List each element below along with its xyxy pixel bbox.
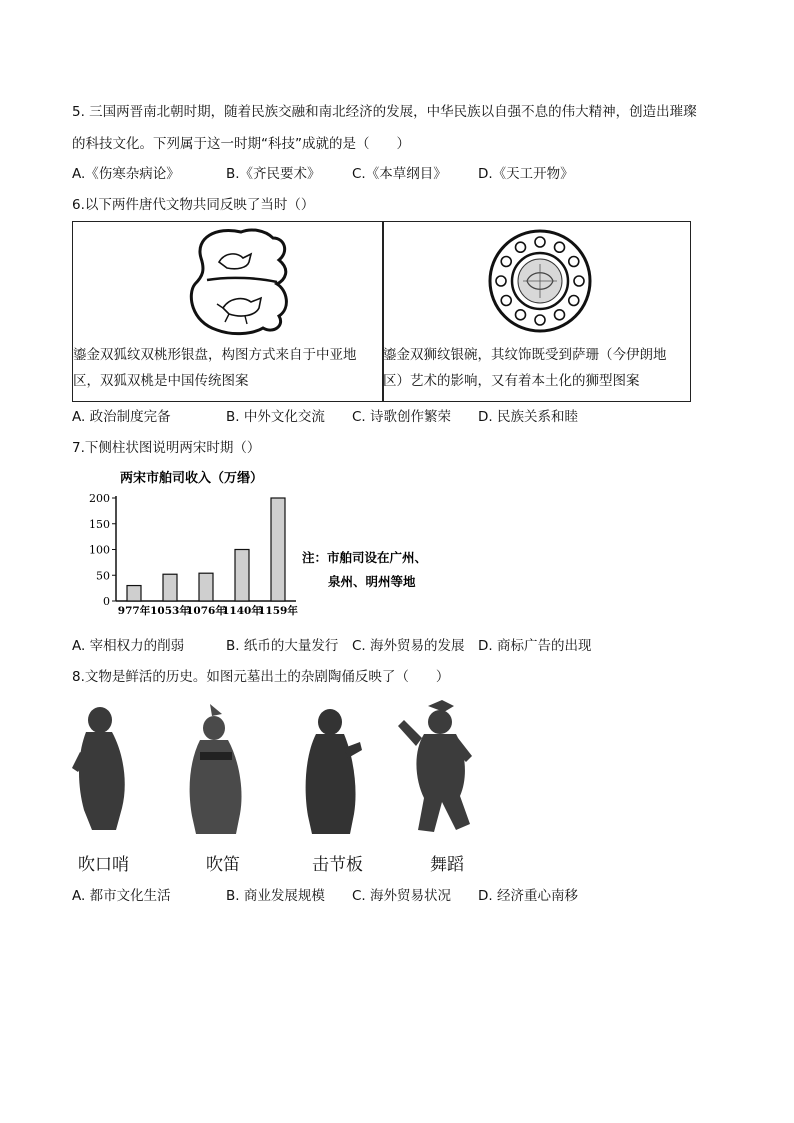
figurine-whistling xyxy=(72,707,125,830)
bowl-petal-ornament xyxy=(501,257,511,267)
q8-option-d: D. 经济重心南移 xyxy=(478,888,578,904)
q5-option-d: D.《天工开物》 xyxy=(478,166,574,182)
q8-option-b: B. 商业发展规模 xyxy=(226,888,325,904)
q6-stem: 6.以下两件唐代文物共同反映了当时（） xyxy=(72,197,315,213)
revenue-bar-chart xyxy=(72,462,452,622)
q6-left-caption-line2: 区，双狐双桃是中国传统图案 xyxy=(73,373,249,389)
figurine-clapper xyxy=(306,709,362,834)
bowl-petal-ornament xyxy=(535,315,545,325)
q6-option-d: D. 民族关系和睦 xyxy=(478,409,578,425)
y-tick-label: 100 xyxy=(89,543,110,557)
q5-option-a: A.《伤寒杂病论》 xyxy=(72,166,180,182)
figure-label-clapper: 击节板 xyxy=(312,855,363,875)
q6-option-c: C. 诗歌创作繁荣 xyxy=(352,409,452,425)
q6-right-panel xyxy=(382,221,691,402)
figure-label-dance: 舞蹈 xyxy=(430,855,464,875)
q6-option-a: A. 政治制度完备 xyxy=(72,409,171,425)
x-tick-label: 1053年 xyxy=(150,605,190,617)
figurine-dancer xyxy=(398,700,472,832)
chart-title: 两宋市舶司收入（万缗） xyxy=(120,471,264,486)
bowl-petal-ornament xyxy=(555,310,565,320)
q6-right-caption-line2: 区）艺术的影响，又有着本土化的狮型图案 xyxy=(383,373,640,389)
bowl-petal-ornament xyxy=(501,296,511,306)
bar xyxy=(199,573,213,601)
bowl-petal-ornament xyxy=(569,296,579,306)
bar xyxy=(127,586,141,601)
q5-option-b: B.《齐民要术》 xyxy=(226,166,321,182)
bar xyxy=(271,498,285,601)
bowl-petal-ornament xyxy=(496,276,506,286)
y-tick-label: 150 xyxy=(89,517,110,531)
chart-note-line1: 注：市舶司设在广州、 xyxy=(302,550,428,565)
q5-stem-line1: 5. 三国两晋南北朝时期，随着民族交融和南北经济的发展，中华民族以自强不息的伟大精神，创造出璀璨 xyxy=(72,104,697,120)
q5-option-c: C.《本草纲目》 xyxy=(352,166,447,182)
figure-label-whistling: 吹口哨 xyxy=(78,855,129,875)
q7-option-b: B. 纸币的大量发行 xyxy=(226,638,339,654)
silver-plate-figure xyxy=(181,224,301,340)
silver-bowl-figure xyxy=(485,226,595,336)
bowl-petal-ornament xyxy=(574,276,584,286)
x-tick-label: 1159年 xyxy=(258,605,298,617)
figurine-flute xyxy=(190,704,242,834)
q8-option-a: A. 都市文化生活 xyxy=(72,888,171,904)
q6-left-caption-line1: 鎏金双狐纹双桃形银盘，构图方式来自于中亚地 xyxy=(73,347,357,363)
bowl-petal-ornament xyxy=(569,257,579,267)
q6-left-panel xyxy=(72,221,384,402)
y-tick-label: 0 xyxy=(103,595,110,608)
bowl-petal-ornament xyxy=(535,237,545,247)
q8-stem: 8.文物是鲜活的历史。如图元墓出土的杂剧陶俑反映了（ ） xyxy=(72,669,450,685)
q8-option-c: C. 海外贸易状况 xyxy=(352,888,452,904)
bowl-petal-ornament xyxy=(516,242,526,252)
q7-stem: 7.下侧柱状图说明两宋时期（） xyxy=(72,440,261,456)
q6-right-caption-line1: 鎏金双狮纹银碗，其纹饰既受到萨珊（今伊朗地 xyxy=(383,347,667,363)
y-tick-label: 200 xyxy=(89,492,110,505)
bar xyxy=(163,574,177,601)
x-tick-label: 1140年 xyxy=(222,605,262,617)
x-tick-label: 977年 xyxy=(117,605,151,617)
bowl-petal-ornament xyxy=(555,242,565,252)
q7-option-a: A. 宰相权力的削弱 xyxy=(72,638,185,654)
q7-option-d: D. 商标广告的出现 xyxy=(478,638,592,654)
zaju-figurines-image xyxy=(72,698,512,843)
q6-option-b: B. 中外文化交流 xyxy=(226,409,325,425)
bowl-petal-ornament xyxy=(516,310,526,320)
q7-option-c: C. 海外贸易的发展 xyxy=(352,638,465,654)
x-tick-label: 1076年 xyxy=(186,605,226,617)
chart-note-line2: 泉州、明州等地 xyxy=(328,574,416,589)
y-tick-label: 50 xyxy=(96,569,110,583)
figure-label-flute: 吹笛 xyxy=(206,855,240,875)
bar xyxy=(235,550,249,602)
q5-stem-line2: 的科技文化。下列属于这一时期“科技”成就的是（ ） xyxy=(72,136,410,152)
